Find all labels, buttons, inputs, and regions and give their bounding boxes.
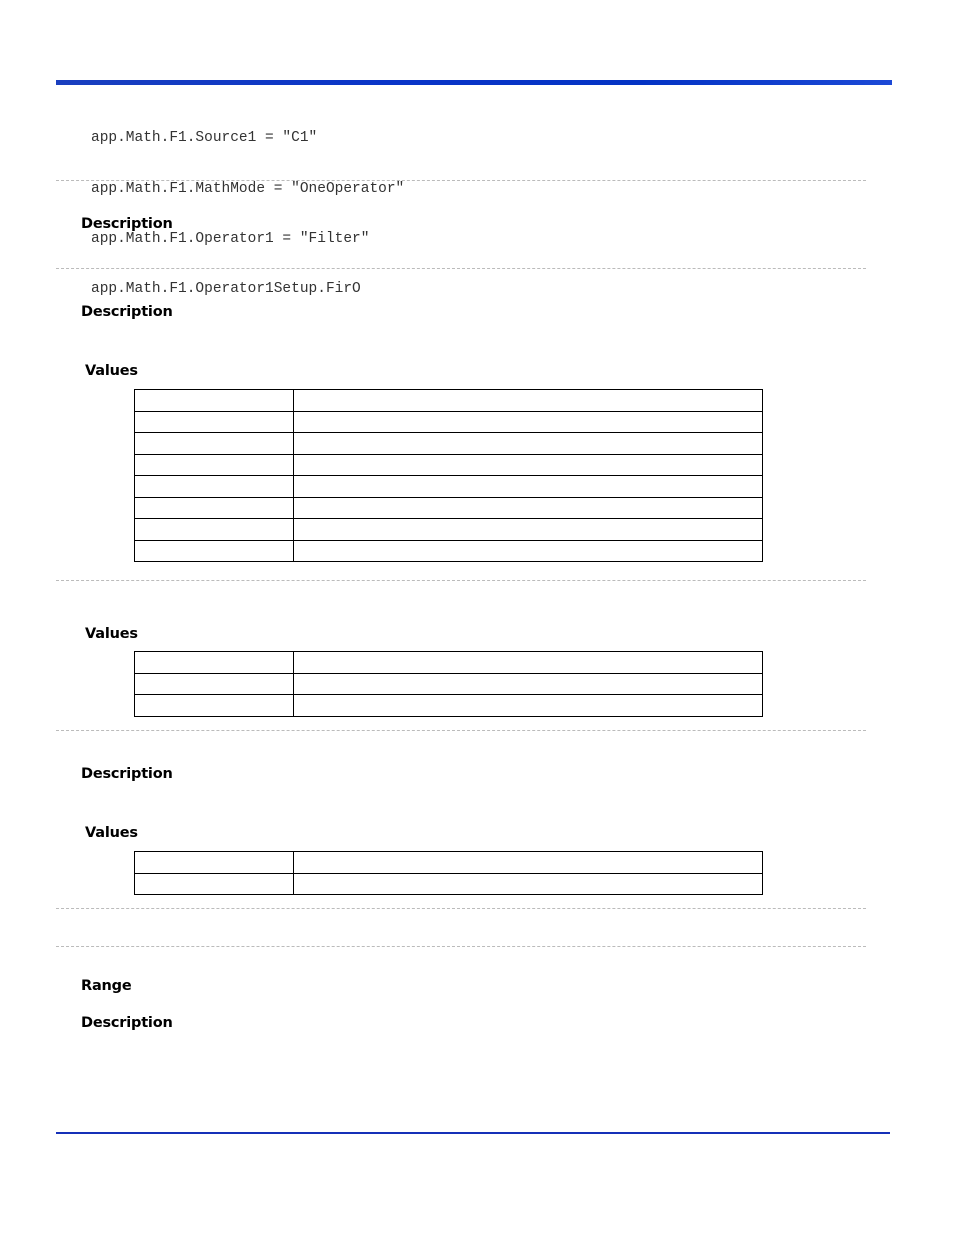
code-line: app.Math.F1.MathMode = "OneOperator" xyxy=(91,180,405,197)
values-heading: Values xyxy=(85,363,138,379)
table-cell xyxy=(135,411,294,433)
table-cell xyxy=(294,390,763,412)
table-cell xyxy=(135,519,294,541)
values-table xyxy=(134,651,763,717)
values-heading: Values xyxy=(85,825,138,841)
table-cell xyxy=(294,411,763,433)
table-row xyxy=(135,873,763,895)
table-cell xyxy=(294,433,763,455)
description-heading: Description xyxy=(81,304,173,320)
description-heading: Description xyxy=(81,216,173,232)
section-separator xyxy=(56,730,866,731)
table-cell xyxy=(294,652,763,674)
table-row xyxy=(135,390,763,412)
table-cell xyxy=(294,519,763,541)
description-heading: Description xyxy=(81,1015,173,1031)
values-heading: Values xyxy=(85,626,138,642)
table-cell xyxy=(294,673,763,695)
table-cell xyxy=(135,540,294,562)
table-cell xyxy=(294,497,763,519)
header-rule xyxy=(56,80,892,85)
table-row xyxy=(135,673,763,695)
table-row xyxy=(135,695,763,717)
values-table xyxy=(134,389,763,562)
code-block xyxy=(91,97,404,314)
table-cell xyxy=(135,497,294,519)
table-cell xyxy=(135,476,294,498)
description-heading: Description xyxy=(81,766,173,782)
table-cell xyxy=(294,540,763,562)
table-cell xyxy=(135,673,294,695)
table-cell xyxy=(135,390,294,412)
table-row xyxy=(135,411,763,433)
code-line: app.Math.F1.Operator1Setup.FirO xyxy=(91,280,361,297)
code-line: app.Math.F1.Source1 = "C1" xyxy=(91,130,318,147)
section-separator xyxy=(56,580,866,581)
table-cell xyxy=(135,652,294,674)
table-row xyxy=(135,497,763,519)
section-separator xyxy=(56,946,866,947)
table-cell xyxy=(294,476,763,498)
table-cell xyxy=(294,852,763,874)
range-heading: Range xyxy=(81,978,132,994)
table-cell xyxy=(294,695,763,717)
footer-rule xyxy=(56,1132,890,1134)
table-row xyxy=(135,519,763,541)
table-cell xyxy=(135,873,294,895)
values-table xyxy=(134,851,763,895)
table-row xyxy=(135,540,763,562)
table-cell xyxy=(135,454,294,476)
table-cell xyxy=(135,433,294,455)
section-separator xyxy=(56,268,866,269)
code-line: app.Math.F1.Operator1 = "Filter" xyxy=(91,230,370,247)
table-row xyxy=(135,652,763,674)
section-separator xyxy=(56,180,866,181)
table-cell xyxy=(135,695,294,717)
table-cell xyxy=(294,873,763,895)
table-row xyxy=(135,476,763,498)
table-row xyxy=(135,852,763,874)
section-separator xyxy=(56,908,866,909)
table-row xyxy=(135,433,763,455)
table-cell xyxy=(135,852,294,874)
table-cell xyxy=(294,454,763,476)
table-row xyxy=(135,454,763,476)
